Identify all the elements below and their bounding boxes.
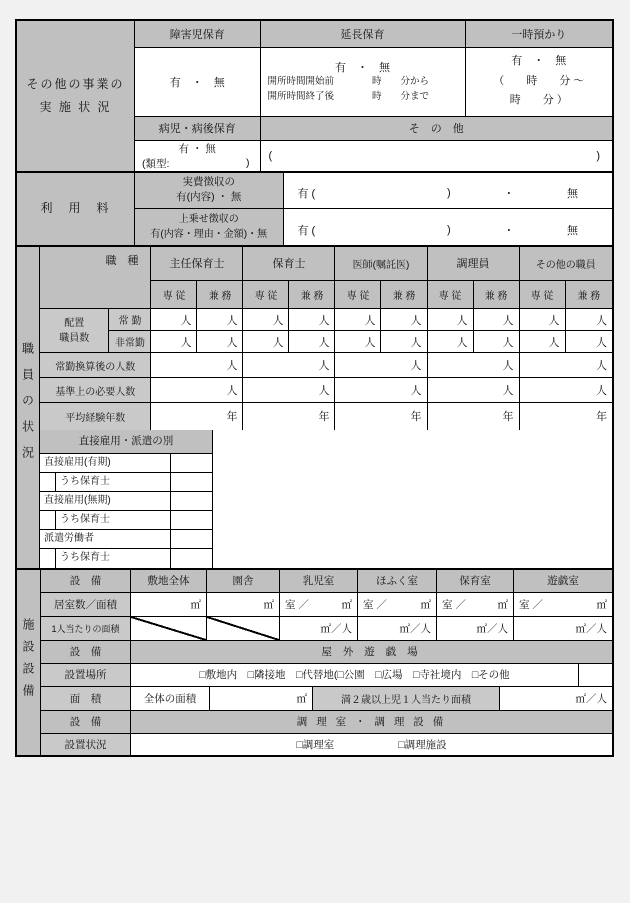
kitchen-status-label: 設置状況 xyxy=(41,734,131,755)
converted-count-label: 常勤換算後の人数 xyxy=(40,353,151,378)
count-cell: 人 xyxy=(335,309,381,331)
converted-cell: 人 xyxy=(427,353,519,378)
rooms-prefix: 室 ／ xyxy=(519,598,543,611)
per-person-label: 1人当たりの面積 xyxy=(41,617,131,640)
fulltime-label: 常 勤 xyxy=(109,309,151,331)
sub-header-dedicated: 専 従 xyxy=(151,281,197,309)
sub-header-concurrent: 兼 務 xyxy=(473,281,519,309)
job-type-header: 職 種 xyxy=(40,247,151,309)
employment-sub-label: うち保育士 xyxy=(56,549,171,568)
count-cell: 人 xyxy=(565,309,612,331)
equipment-header: 設 備 xyxy=(41,570,131,592)
actual-cost-close: ) xyxy=(446,187,451,200)
usage-fee-label: 利 用 料 xyxy=(17,173,135,245)
section-label-line1: その他の事業の xyxy=(26,76,125,91)
sub-header-concurrent: 兼 務 xyxy=(381,281,427,309)
diagonal-slash-cell xyxy=(207,617,280,640)
surcharge-close: ) xyxy=(446,223,451,236)
employment-type-block xyxy=(40,430,612,568)
required-cell: 人 xyxy=(427,378,519,403)
empty-cell xyxy=(579,664,612,686)
sqm-unit: ㎡ xyxy=(497,598,508,611)
temporary-care-line2: （ 時 分 ～ xyxy=(493,74,585,87)
count-cell: 人 xyxy=(519,309,565,331)
employment-value-cell xyxy=(171,511,212,529)
room-area-row xyxy=(41,593,612,617)
area-label: 面 積 xyxy=(41,687,131,710)
employment-sub-label: うち保育士 xyxy=(56,473,171,491)
count-cell: 人 xyxy=(519,331,565,353)
outdoor-playground-header: 屋 外 遊 戯 場 xyxy=(131,641,612,663)
section-other-business xyxy=(17,21,612,171)
kitchen-header: 調 理 室 ・ 調 理 設 備 xyxy=(131,711,612,733)
count-cell: 人 xyxy=(151,331,197,353)
avg-years-cell: 年 xyxy=(335,403,427,430)
per-person-area-row xyxy=(41,617,612,641)
staff-section-label-text: 職員の状況 xyxy=(20,342,35,472)
room-header: 園舎 xyxy=(207,570,280,592)
kitchen-status-options xyxy=(131,734,612,755)
required-count-label: 基準上の必要人数 xyxy=(40,378,151,403)
sub-header-dedicated: 専 従 xyxy=(427,281,473,309)
disabled-care-header: 障害児保育 xyxy=(135,21,260,47)
count-cell: 人 xyxy=(289,331,335,353)
count-cell: 人 xyxy=(335,331,381,353)
rooms-area-cell xyxy=(358,593,437,616)
extended-care-header: 延長保育 xyxy=(260,21,465,47)
job-header-cook: 調理員 xyxy=(427,247,519,281)
count-cell: 人 xyxy=(381,331,427,353)
extended-care-yes-no: 有 ・ 無 xyxy=(335,61,390,74)
count-cell: 人 xyxy=(565,331,612,353)
other-business-table xyxy=(135,21,612,171)
sqm-unit: ㎡ xyxy=(596,598,607,611)
surcharge-header-line2: 有(内容・理由・金額)・無 xyxy=(150,228,268,240)
employment-sub-label: うち保育士 xyxy=(56,511,171,529)
section-label-line2: 実 施 状 況 xyxy=(39,99,112,114)
sick-care-type-open: (類型: xyxy=(142,157,170,170)
avg-years-cell: 年 xyxy=(427,403,519,430)
room-header: 遊戯室 xyxy=(514,570,612,592)
sqm-unit: ㎡ xyxy=(341,598,352,611)
sub-header-concurrent: 兼 務 xyxy=(289,281,335,309)
employment-row-label: 直接雇用(無期) xyxy=(40,492,171,510)
other-value xyxy=(260,140,612,171)
employment-row-label: 派遣労働者 xyxy=(40,530,171,548)
sick-care-yes-no: 有 ・ 無 xyxy=(178,142,216,155)
surcharge-dot: ・ xyxy=(503,224,515,237)
temporary-care-line1: 有 ・ 無 xyxy=(511,54,567,67)
location-row xyxy=(41,664,612,687)
total-area-label: 全体の面積 xyxy=(131,687,210,710)
employment-value-cell xyxy=(171,492,212,510)
surcharge-value xyxy=(283,209,612,245)
extended-care-after: 開所時間終了後 時 分まで xyxy=(267,90,430,102)
section-facility xyxy=(17,568,612,755)
surcharge-header xyxy=(135,209,283,245)
equipment-header: 設 備 xyxy=(41,711,131,733)
placement-count-label xyxy=(40,309,109,353)
sick-care-value xyxy=(135,140,260,171)
indent-cell xyxy=(40,511,56,529)
per-child-area-label: 満２歳以上児１人当たり面積 xyxy=(313,687,500,710)
avg-years-cell: 年 xyxy=(243,403,335,430)
staff-section-label xyxy=(17,247,40,568)
converted-cell: 人 xyxy=(519,353,612,378)
converted-cell: 人 xyxy=(243,353,335,378)
area-cell: ㎡ xyxy=(207,593,280,616)
sick-care-header: 病児・病後保育 xyxy=(135,116,260,140)
required-cell: 人 xyxy=(335,378,427,403)
temporary-care-value xyxy=(465,47,612,116)
section-staff xyxy=(17,245,612,568)
actual-cost-header xyxy=(135,173,283,209)
sub-header-dedicated: 専 従 xyxy=(335,281,381,309)
placement-label-line1: 配置 xyxy=(64,317,85,329)
employment-value-cell xyxy=(171,454,212,472)
childcare-facility-form xyxy=(15,19,614,757)
per-child-area-value: ㎡／人 xyxy=(575,692,607,705)
count-cell: 人 xyxy=(243,331,289,353)
disabled-care-value: 有 ・ 無 xyxy=(135,47,260,116)
avg-years-label: 平均経験年数 xyxy=(40,403,151,430)
avg-years-cell: 年 xyxy=(151,403,243,430)
sqm-unit: ㎡ xyxy=(420,598,431,611)
extended-care-value xyxy=(260,47,465,116)
employment-value-cell xyxy=(171,473,212,491)
required-cell: 人 xyxy=(151,378,243,403)
per-person-cell: ㎡／人 xyxy=(437,617,514,640)
kitchen-status-row xyxy=(41,734,612,755)
job-header-doctor: 医師(嘱託医) xyxy=(335,247,427,281)
sub-header-concurrent: 兼 務 xyxy=(565,281,612,309)
rooms-area-cell xyxy=(280,593,358,616)
location-options: □敷地内 □隣接地 □代替地(□公園 □広場 □寺社境内 □その他 xyxy=(131,664,579,686)
actual-cost-dot: ・ xyxy=(503,188,515,201)
location-label: 設置場所 xyxy=(41,664,131,686)
count-cell: 人 xyxy=(427,309,473,331)
other-close-paren: ) xyxy=(596,149,600,162)
sub-header-dedicated: 専 従 xyxy=(243,281,289,309)
actual-cost-value xyxy=(283,173,612,209)
per-person-cell: ㎡／人 xyxy=(575,622,607,635)
kitchen-facility-checkbox: □調理施設 xyxy=(398,738,447,751)
diagonal-slash-cell xyxy=(131,617,207,640)
section-usage-fee xyxy=(17,171,612,245)
avg-years-cell: 年 xyxy=(519,403,612,430)
actual-cost-no: 無 xyxy=(567,188,578,201)
temporary-care-line3: 時 分 ） xyxy=(509,94,568,107)
temporary-care-header: 一時預かり xyxy=(465,21,612,47)
outdoor-header-row xyxy=(41,641,612,664)
rooms-prefix: 室 ／ xyxy=(442,598,466,611)
room-header: 敷地全体 xyxy=(131,570,207,592)
facility-header-row xyxy=(41,570,612,593)
actual-cost-yes: 有 ( xyxy=(297,188,316,201)
actual-cost-header-line1: 実費徴収の xyxy=(182,175,235,188)
area-cell: ㎡ xyxy=(131,593,207,616)
sub-header-concurrent: 兼 務 xyxy=(197,281,243,309)
area-row xyxy=(41,687,612,711)
parttime-label: 非常勤 xyxy=(109,331,151,353)
converted-cell: 人 xyxy=(335,353,427,378)
empty-area xyxy=(213,430,612,568)
room-header: 保育室 xyxy=(437,570,514,592)
facility-section-label-text: 施設設備 xyxy=(21,618,35,706)
job-header-other: その他の職員 xyxy=(519,247,612,281)
employment-value-cell xyxy=(171,549,212,568)
employment-row-label: 直接雇用(有期) xyxy=(40,454,171,472)
job-header-nursery: 保育士 xyxy=(243,247,335,281)
room-header: 乳児室 xyxy=(280,570,358,592)
extended-care-before: 開所時間開始前 時 分から xyxy=(267,75,430,87)
usage-fee-table xyxy=(135,173,612,245)
facility-section-label xyxy=(17,570,41,755)
room-area-label: 居室数／面積 xyxy=(41,593,131,616)
sub-header-dedicated: 専 従 xyxy=(519,281,565,309)
surcharge-header-line1: 上乗せ徴収の xyxy=(178,213,239,225)
rooms-prefix: 室 ／ xyxy=(363,598,387,611)
employment-table xyxy=(40,430,213,568)
converted-cell: 人 xyxy=(151,353,243,378)
count-cell: 人 xyxy=(473,309,519,331)
count-cell: 人 xyxy=(289,309,335,331)
section-other-business-label xyxy=(17,21,135,171)
other-header: そ の 他 xyxy=(260,116,612,140)
employment-value-cell xyxy=(171,530,212,548)
per-person-cell: ㎡／人 xyxy=(358,617,437,640)
surcharge-no: 無 xyxy=(567,224,578,237)
kitchen-header-row xyxy=(41,711,612,734)
indent-cell xyxy=(40,549,56,568)
per-person-cell: ㎡／人 xyxy=(280,617,358,640)
count-cell: 人 xyxy=(427,331,473,353)
kitchen-room-checkbox: □調理室 xyxy=(296,738,335,751)
surcharge-yes: 有 ( xyxy=(297,224,316,237)
count-cell: 人 xyxy=(197,331,243,353)
required-cell: 人 xyxy=(243,378,335,403)
required-cell: 人 xyxy=(519,378,612,403)
indent-cell xyxy=(40,473,56,491)
rooms-prefix: 室 ／ xyxy=(285,598,309,611)
staff-table xyxy=(40,247,612,430)
count-cell: 人 xyxy=(243,309,289,331)
actual-cost-header-line2: 有(内容) ・ 無 xyxy=(176,191,242,204)
employment-header: 直接雇用・派遣の別 xyxy=(40,430,212,454)
count-cell: 人 xyxy=(151,309,197,331)
job-header-chief: 主任保育士 xyxy=(151,247,243,281)
equipment-header: 設 備 xyxy=(41,641,131,663)
room-header: ほふく室 xyxy=(358,570,437,592)
placement-label-line2: 職員数 xyxy=(59,332,90,344)
rooms-area-cell xyxy=(437,593,514,616)
total-area-value: ㎡ xyxy=(210,687,313,710)
count-cell: 人 xyxy=(381,309,427,331)
sick-care-type-close: ) xyxy=(246,157,250,169)
rooms-area-cell xyxy=(514,593,612,616)
count-cell: 人 xyxy=(473,331,519,353)
count-cell: 人 xyxy=(197,309,243,331)
other-open-paren: ( xyxy=(268,149,273,162)
